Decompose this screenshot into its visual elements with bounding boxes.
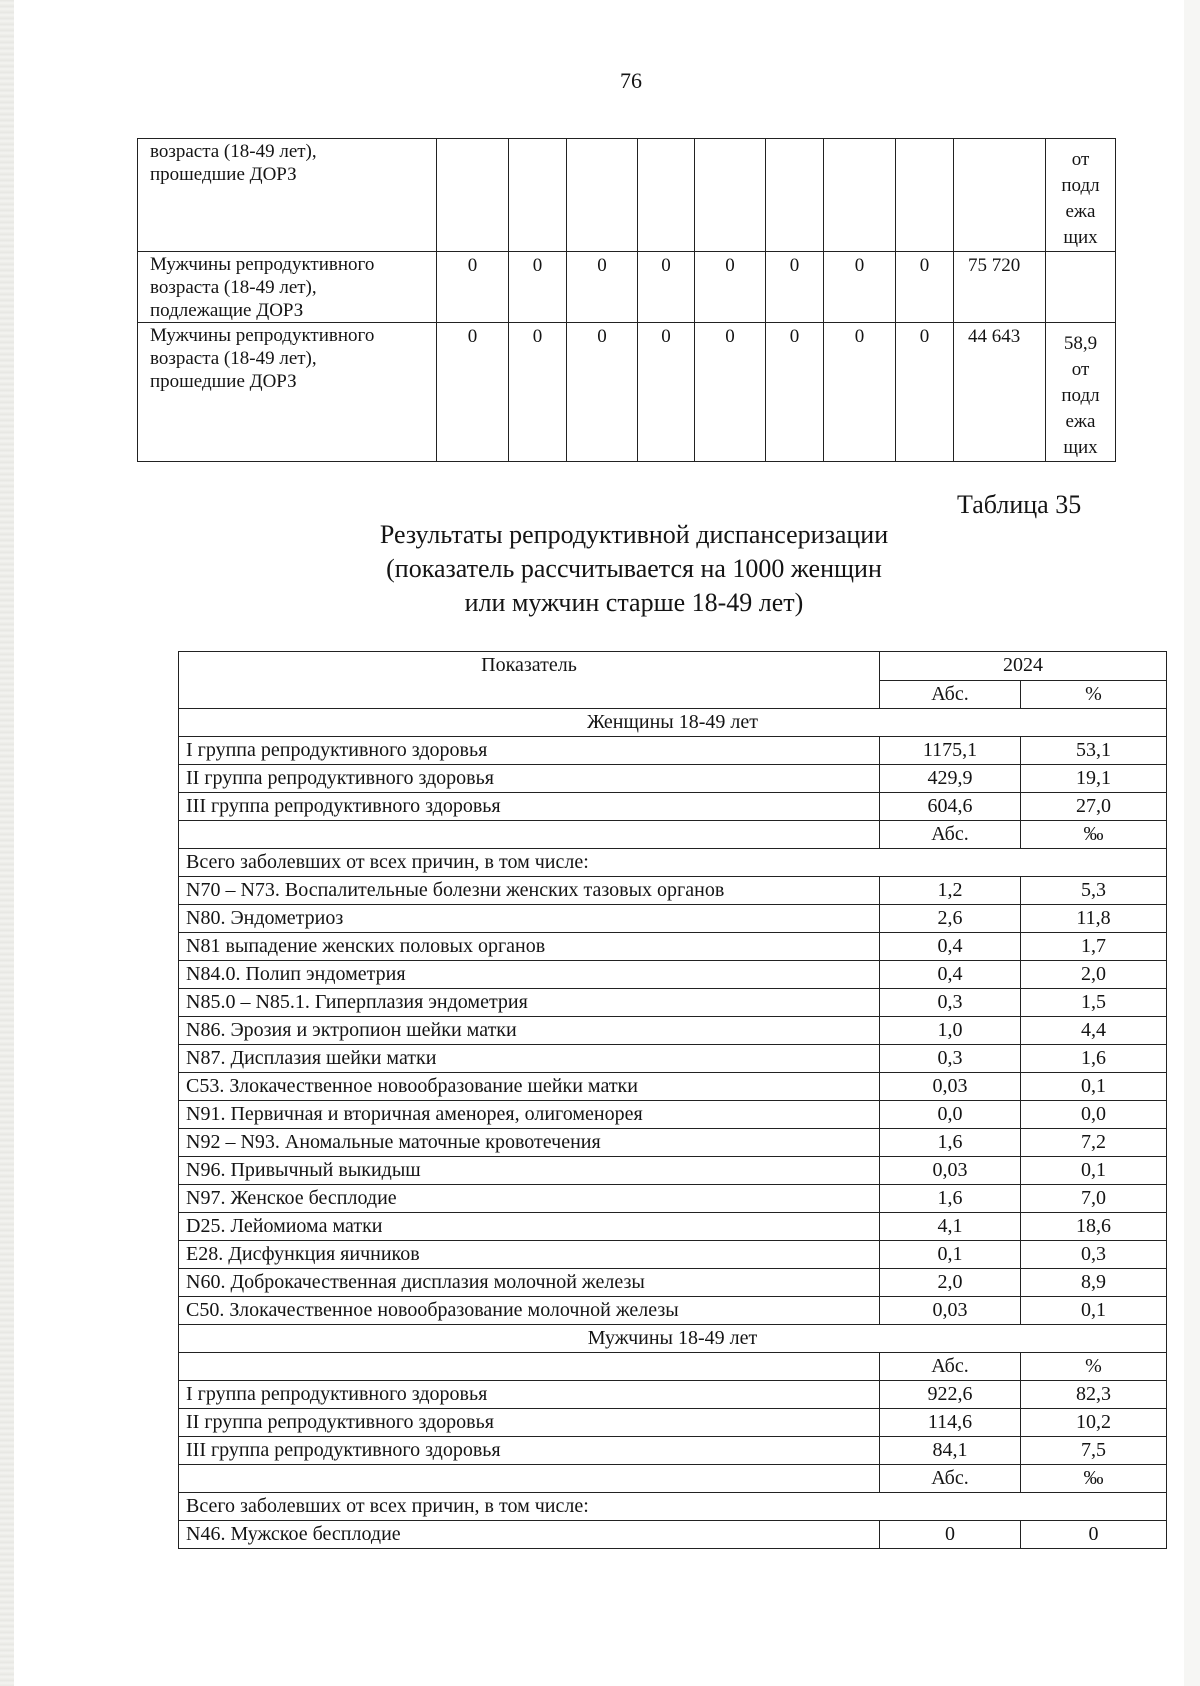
value-cell: 0 — [766, 323, 824, 462]
rate-value: 11,8 — [1021, 905, 1167, 933]
rate-value: 2,0 — [1021, 961, 1167, 989]
rate-value: 0,0 — [1021, 1101, 1167, 1129]
abs-value: 4,1 — [880, 1213, 1021, 1241]
percent-line: подл — [1061, 385, 1100, 406]
abs-value: 0,03 — [880, 1157, 1021, 1185]
row-label: N60. Доброкачественная дисплазия молочной железы — [179, 1269, 880, 1297]
rate-value: 0,1 — [1021, 1157, 1167, 1185]
value-cell: 0 — [638, 252, 695, 323]
rate-value: 19,1 — [1021, 765, 1167, 793]
value-cell: 0 — [766, 252, 824, 323]
rate-value: 7,2 — [1021, 1129, 1167, 1157]
row-label: N87. Дисплазия шейки матки — [179, 1045, 880, 1073]
row-label: N97. Женское бесплодие — [179, 1185, 880, 1213]
row-label: I группа репродуктивного здоровья — [179, 737, 880, 765]
row-label-line: возраста (18-49 лет), — [150, 141, 317, 162]
table-row — [179, 765, 1167, 793]
column-header-pct: % — [1021, 681, 1167, 709]
value-cell: 0 — [567, 252, 638, 323]
table-row — [179, 1101, 1167, 1129]
rate-value: 7,5 — [1021, 1437, 1167, 1465]
abs-value: 0 — [880, 1521, 1021, 1549]
value-cell: 0 — [896, 252, 954, 323]
results-table — [178, 651, 1167, 1549]
row-label: С53. Злокачественное новообразование шейки матки — [179, 1073, 880, 1101]
table-row — [179, 1129, 1167, 1157]
table-row — [179, 1297, 1167, 1325]
rate-value: 4,4 — [1021, 1017, 1167, 1045]
percent-line: 58,9 — [1063, 333, 1098, 354]
sub-header-row — [179, 1465, 1167, 1493]
value-cell: 0 — [824, 252, 896, 323]
abs-value: 0,4 — [880, 961, 1021, 989]
row-label-line: Мужчины репродуктивного — [150, 254, 375, 275]
table-row — [179, 1269, 1167, 1297]
row-label-line: Мужчины репродуктивного — [150, 325, 375, 346]
percent-line: щих — [1063, 227, 1098, 248]
row-label: Е28. Дисфункция яичников — [179, 1241, 880, 1269]
empty-cell — [179, 821, 880, 849]
table-row — [138, 252, 1116, 323]
table-row — [179, 1437, 1167, 1465]
value-cell: 0 — [824, 323, 896, 462]
percent-line: ежа — [1065, 201, 1096, 222]
total-row — [179, 1493, 1167, 1521]
scan-edge — [0, 0, 14, 1686]
abs-value: 922,6 — [880, 1381, 1021, 1409]
table-row — [179, 1185, 1167, 1213]
rate-value: 82,3 — [1021, 1381, 1167, 1409]
table-row — [179, 1521, 1167, 1549]
section-label: Женщины 18-49 лет — [179, 709, 1167, 737]
abs-value: 0,0 — [880, 1101, 1021, 1129]
value-cell: 0 — [896, 323, 954, 462]
value-cell — [766, 139, 824, 252]
rate-value: 0,1 — [1021, 1297, 1167, 1325]
table-row — [179, 737, 1167, 765]
rate-value: 8,9 — [1021, 1269, 1167, 1297]
abs-value: 2,0 — [880, 1269, 1021, 1297]
table-row — [179, 1157, 1167, 1185]
row-label: N84.0. Полип эндометрия — [179, 961, 880, 989]
section-row — [179, 1325, 1167, 1353]
row-label: N91. Первичная и вторичная аменорея, олигоменорея — [179, 1101, 880, 1129]
table-row — [138, 139, 1116, 252]
table-row — [179, 961, 1167, 989]
column-header-abs: Абс. — [880, 1353, 1021, 1381]
column-header-year: 2024 — [880, 652, 1167, 681]
row-label: N96. Привычный выкидыш — [179, 1157, 880, 1185]
value-cell: 0 — [695, 252, 766, 323]
table-title — [304, 518, 964, 620]
rate-value: 1,6 — [1021, 1045, 1167, 1073]
value-cell: 0 — [437, 323, 509, 462]
table-row — [179, 1409, 1167, 1437]
sub-header-row — [179, 1353, 1167, 1381]
percent-line: от — [1071, 359, 1090, 380]
row-label: II группа репродуктивного здоровья — [179, 1409, 880, 1437]
abs-value: 0,4 — [880, 933, 1021, 961]
value-cell: 0 — [509, 323, 567, 462]
value-cell — [824, 139, 896, 252]
abs-value: 1,6 — [880, 1185, 1021, 1213]
abs-value: 0,3 — [880, 989, 1021, 1017]
table-number: Таблица 35 — [957, 490, 1082, 519]
table-row — [179, 989, 1167, 1017]
rate-value: 10,2 — [1021, 1409, 1167, 1437]
row-label — [138, 139, 437, 252]
row-label: N80. Эндометриоз — [179, 905, 880, 933]
row-label: II группа репродуктивного здоровья — [179, 765, 880, 793]
column-header-abs: Абс. — [880, 821, 1021, 849]
value-cell — [437, 139, 509, 252]
rate-value: 7,0 — [1021, 1185, 1167, 1213]
table-title-line: (показатель рассчитывается на 1000 женщин — [386, 554, 882, 583]
abs-value: 429,9 — [880, 765, 1021, 793]
rate-value: 1,5 — [1021, 989, 1167, 1017]
row-label: I группа репродуктивного здоровья — [179, 1381, 880, 1409]
row-label — [138, 323, 437, 462]
table-row — [179, 905, 1167, 933]
rate-value: 27,0 — [1021, 793, 1167, 821]
value-cell — [638, 139, 695, 252]
empty-cell — [179, 1465, 880, 1493]
value-cell — [567, 139, 638, 252]
abs-value: 0,1 — [880, 1241, 1021, 1269]
document-page — [14, 0, 1184, 1686]
sub-header-row — [179, 821, 1167, 849]
percent-line: от — [1071, 149, 1090, 170]
column-header-unit: % — [1021, 1353, 1167, 1381]
row-label-line: возраста (18-49 лет), — [150, 348, 317, 369]
column-header-abs: Абс. — [880, 681, 1021, 709]
value-cell: 0 — [567, 323, 638, 462]
column-header-unit: ‰ — [1021, 821, 1167, 849]
total-label: Всего заболевших от всех причин, в том числе: — [179, 1493, 1167, 1521]
table-row — [179, 933, 1167, 961]
row-label — [138, 252, 437, 323]
total-row — [179, 849, 1167, 877]
abs-value: 0,3 — [880, 1045, 1021, 1073]
abs-value: 0,03 — [880, 1297, 1021, 1325]
abs-value: 84,1 — [880, 1437, 1021, 1465]
percent-cell — [1046, 139, 1116, 252]
value-cell: 0 — [638, 323, 695, 462]
row-label-line: прошедшие ДОРЗ — [150, 371, 297, 392]
total-cell: 44 643 — [954, 323, 1046, 462]
abs-value: 1175,1 — [880, 737, 1021, 765]
percent-line: ежа — [1065, 411, 1096, 432]
total-cell — [954, 139, 1046, 252]
abs-value: 1,6 — [880, 1129, 1021, 1157]
row-label: D25. Лейомиома матки — [179, 1213, 880, 1241]
row-label: N70 – N73. Воспалительные болезни женских тазовых органов — [179, 877, 880, 905]
abs-value: 0,03 — [880, 1073, 1021, 1101]
table-title-line: Результаты репродуктивной диспансеризации — [379, 520, 889, 549]
abs-value: 1,2 — [880, 877, 1021, 905]
row-label: N81 выпадение женских половых органов — [179, 933, 880, 961]
table-row — [179, 877, 1167, 905]
percent-cell — [1046, 323, 1116, 462]
total-label: Всего заболевших от всех причин, в том числе: — [179, 849, 1167, 877]
continued-table — [137, 138, 1116, 462]
value-cell: 0 — [509, 252, 567, 323]
total-cell: 75 720 — [954, 252, 1046, 323]
row-label: N92 – N93. Аномальные маточные кровотечения — [179, 1129, 880, 1157]
row-label-line: подлежащие ДОРЗ — [150, 300, 304, 321]
table-row — [179, 1073, 1167, 1101]
table-row — [179, 1213, 1167, 1241]
table-row — [179, 1045, 1167, 1073]
table-header-row — [179, 652, 1167, 681]
percent-line: подл — [1061, 175, 1100, 196]
row-label: С50. Злокачественное новообразование молочной железы — [179, 1297, 880, 1325]
page-number: 76 — [620, 68, 642, 93]
section-label: Мужчины 18-49 лет — [179, 1325, 1167, 1353]
rate-value: 18,6 — [1021, 1213, 1167, 1241]
empty-cell — [179, 1353, 880, 1381]
abs-value: 1,0 — [880, 1017, 1021, 1045]
row-label-line: возраста (18-49 лет), — [150, 277, 317, 298]
row-label: N85.0 – N85.1. Гиперплазия эндометрия — [179, 989, 880, 1017]
table-title-line: или мужчин старше 18-49 лет) — [464, 588, 804, 617]
table-row — [179, 793, 1167, 821]
value-cell — [896, 139, 954, 252]
rate-value: 5,3 — [1021, 877, 1167, 905]
column-header-abs: Абс. — [880, 1465, 1021, 1493]
rate-value: 0,3 — [1021, 1241, 1167, 1269]
section-row — [179, 709, 1167, 737]
rate-value: 53,1 — [1021, 737, 1167, 765]
table-row — [179, 1017, 1167, 1045]
abs-value: 2,6 — [880, 905, 1021, 933]
column-header-indicator: Показатель — [179, 652, 880, 709]
row-label-line: прошедшие ДОРЗ — [150, 164, 297, 185]
rate-value: 0 — [1021, 1521, 1167, 1549]
percent-line: щих — [1063, 437, 1098, 458]
abs-value: 604,6 — [880, 793, 1021, 821]
row-label: N86. Эрозия и эктропион шейки матки — [179, 1017, 880, 1045]
value-cell: 0 — [695, 323, 766, 462]
column-header-unit: ‰ — [1021, 1465, 1167, 1493]
row-label: III группа репродуктивного здоровья — [179, 793, 880, 821]
value-cell — [695, 139, 766, 252]
value-cell — [509, 139, 567, 252]
table-row — [179, 1241, 1167, 1269]
table-row — [138, 323, 1116, 462]
abs-value: 114,6 — [880, 1409, 1021, 1437]
row-label: III группа репродуктивного здоровья — [179, 1437, 880, 1465]
row-label: N46. Мужское бесплодие — [179, 1521, 880, 1549]
value-cell: 0 — [437, 252, 509, 323]
rate-value: 0,1 — [1021, 1073, 1167, 1101]
percent-cell — [1046, 252, 1116, 323]
rate-value: 1,7 — [1021, 933, 1167, 961]
table-row — [179, 1381, 1167, 1409]
